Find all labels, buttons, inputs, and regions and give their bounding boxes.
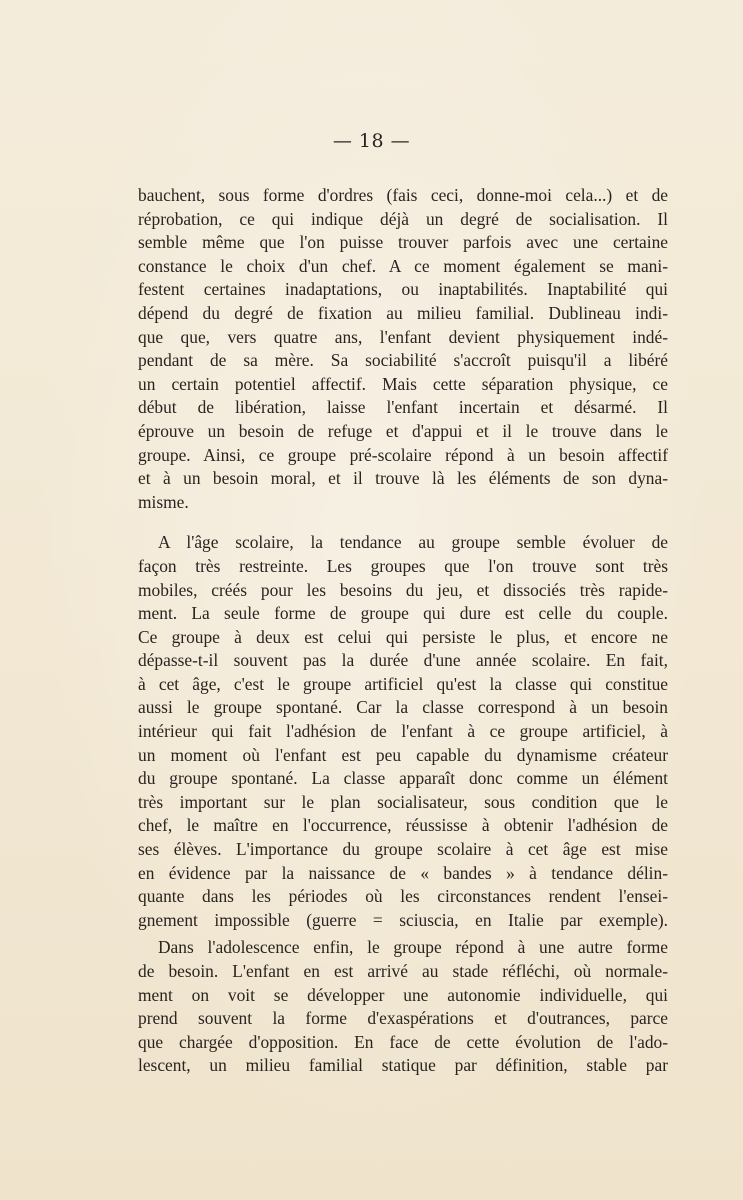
body-text xyxy=(138,184,668,1078)
text-line: un certain potentiel affectif. Mais cette séparation physique, ce xyxy=(138,373,668,394)
text-line: éprouve un besoin de refuge et d'appui et il le trouve dans le xyxy=(138,420,668,441)
text-line: bauchent, sous forme d'ordres (fais ceci, donne-moi cela...) et de xyxy=(138,185,668,205)
text-line: quante dans les périodes où les circonstances rendent l'ensei- xyxy=(138,886,668,907)
text-line: très important sur le plan socialisateur, sous condition que le xyxy=(138,791,668,812)
text-line: prend souvent la forme d'exaspérations et d'outrances, parce xyxy=(138,1008,668,1029)
paragraph-1 xyxy=(138,184,668,514)
text-line: aussi le groupe spontané. Car la classe correspond à un besoin xyxy=(138,697,668,718)
page-number: — 18 — xyxy=(332,130,411,152)
text-line: gnement impossible (guerre = sciuscia, en Italie par exemple). xyxy=(138,909,668,930)
text-line: constance le choix d'un chef. A ce moment également se mani- xyxy=(138,255,668,276)
text-line: ses élèves. L'importance du groupe scolaire à cet âge est mise xyxy=(138,839,668,860)
text-line: intérieur qui fait l'adhésion de l'enfant à ce groupe artificiel, à xyxy=(138,721,668,742)
text-line: mobiles, créés pour les besoins du jeu, et dissociés très rapide- xyxy=(138,579,668,600)
text-line: chef, le maître en l'occurrence, réussisse à obtenir l'adhésion de xyxy=(138,815,668,836)
text-line: A l'âge scolaire, la tendance au groupe semble évoluer de xyxy=(158,532,668,553)
text-line: début de libération, laisse l'enfant incertain et désarmé. Il xyxy=(138,397,668,418)
text-line: et à un besoin moral, et il trouve là les éléments de son dyna- xyxy=(138,468,668,489)
text-line: Ce groupe à deux est celui qui persiste le plus, et encore ne xyxy=(138,626,668,647)
text-line: ment. La seule forme de groupe qui dure est celle du couple. xyxy=(138,603,668,624)
text-line: Dans l'adolescence enfin, le groupe répond à une autre forme xyxy=(158,937,668,958)
text-line: misme. xyxy=(138,491,189,512)
text-line: que que, vers quatre ans, l'enfant devient physiquement indé- xyxy=(138,326,668,347)
text-line: à cet âge, c'est le groupe artificiel qu'est la classe qui constitue xyxy=(138,673,668,694)
text-line: dépasse-t-il souvent pas la durée d'une année scolaire. En fait, xyxy=(138,650,668,671)
paragraph-3 xyxy=(138,936,668,1078)
paragraph-2 xyxy=(138,531,668,932)
text-line: ment on voit se développer une autonomie individuelle, qui xyxy=(138,984,668,1005)
text-line: façon très restreinte. Les groupes que l'on trouve sont très xyxy=(138,555,668,576)
text-line: lescent, un milieu familial statique par définition, stable par xyxy=(138,1055,668,1076)
text-line: du groupe spontané. La classe apparaît donc comme un élément xyxy=(138,768,668,789)
text-line: pendant de sa mère. Sa sociabilité s'accroît puisqu'il a libéré xyxy=(138,350,668,371)
text-line: en évidence par la naissance de « bandes » à tendance délin- xyxy=(138,862,668,883)
text-line: festent certaines inadaptations, ou inaptabilités. Inaptabilité qui xyxy=(138,279,668,300)
text-line: un moment où l'enfant est peu capable du dynamisme créateur xyxy=(138,744,668,765)
text-line: dépend du degré de fixation au milieu familial. Dublineau indi- xyxy=(138,302,668,323)
text-line: de besoin. L'enfant en est arrivé au stade réfléchi, où normale- xyxy=(138,961,668,981)
text-line: que chargée d'opposition. En face de cette évolution de l'ado- xyxy=(138,1031,668,1052)
text-line: réprobation, ce qui indique déjà un degré de socialisation. Il xyxy=(138,208,668,229)
text-line: groupe. Ainsi, ce groupe pré-scolaire répond à un besoin affectif xyxy=(138,444,668,465)
text-line: semble même que l'on puisse trouver parfois avec une certaine xyxy=(138,232,668,253)
